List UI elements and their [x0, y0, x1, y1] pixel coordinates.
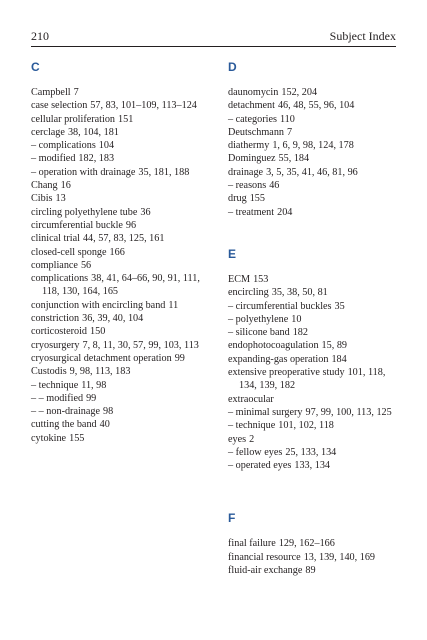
index-entry: [31, 232, 201, 245]
page-references: 155: [249, 193, 265, 205]
index-term: – operated eyes: [228, 460, 292, 472]
section-letter: E: [228, 246, 237, 261]
page-references: 36, 39, 40, 104: [82, 313, 144, 325]
page-references: 96: [125, 219, 137, 231]
index-entry: [228, 446, 400, 459]
index-entry: [228, 192, 400, 205]
index-entry: [228, 179, 400, 192]
page-references: 25, 133, 134: [285, 446, 337, 458]
index-term: circling polyethylene tube: [31, 206, 138, 218]
index-entry: [228, 206, 400, 219]
index-term: clinical trial: [31, 233, 80, 245]
index-term: cutting the band: [31, 419, 97, 431]
page-references: 7: [73, 87, 79, 98]
page-references: 204: [277, 206, 293, 218]
index-entry: [228, 366, 400, 393]
page-references: 153: [253, 273, 269, 285]
section-letter: D: [228, 60, 237, 74]
page-references: 97, 99, 100, 113, 125: [305, 406, 392, 418]
index-entry: [31, 126, 201, 139]
index-entry: [228, 139, 400, 152]
index-section: [31, 60, 201, 445]
index-entry: [228, 459, 400, 472]
index-entry: [31, 152, 201, 165]
index-entry: [31, 192, 201, 205]
index-entry: [31, 312, 201, 325]
index-term: diathermy: [228, 140, 270, 152]
index-entry: [31, 379, 201, 392]
index-entry: [31, 272, 201, 299]
index-entry: [228, 86, 400, 99]
index-term: cerclage: [31, 126, 65, 138]
page-references: 35: [334, 300, 345, 312]
index-entry: [31, 259, 201, 272]
index-term: – reasons: [228, 180, 267, 192]
index-term: cryosurgical detachment operation: [31, 352, 172, 364]
page-references: 1, 6, 9, 98, 124, 178: [272, 140, 354, 152]
page-references: 40: [99, 419, 110, 431]
section-gap: [228, 472, 400, 511]
index-term: eyes: [228, 433, 247, 445]
index-entry: [228, 564, 400, 577]
index-term: – minimal surgery: [228, 406, 303, 418]
page-references: 151: [118, 113, 134, 125]
index-entry: [31, 219, 201, 232]
index-term: Chang: [31, 180, 58, 192]
index-column-right: [228, 60, 400, 577]
index-entry: [31, 365, 201, 378]
page-references: 13, 139, 140, 169: [303, 551, 375, 563]
page-references: 11: [168, 299, 179, 311]
page-references: 3, 5, 35, 41, 46, 81, 96: [266, 166, 358, 178]
index-section: [228, 60, 400, 219]
index-entry: [228, 300, 400, 313]
page-references: 184: [331, 353, 347, 365]
index-entry: [228, 353, 400, 366]
index-term: Campbell: [31, 87, 71, 98]
index-entry: [31, 325, 201, 338]
index-entry: [228, 339, 400, 352]
index-term: – polyethylene: [228, 313, 289, 325]
page-references: 133, 134: [294, 460, 331, 472]
index-section: [228, 247, 400, 472]
index-term: circumferential buckle: [31, 219, 123, 231]
page-references: 166: [109, 246, 125, 258]
page-references: 15, 89: [321, 340, 348, 352]
section-gap: [228, 219, 400, 247]
index-entry: [228, 152, 400, 165]
index-term: endophotocoagulation: [228, 340, 319, 352]
index-term: – technique: [228, 420, 276, 432]
index-term: cryosurgery: [31, 339, 80, 351]
running-header: [31, 27, 396, 45]
index-term: drug: [228, 193, 247, 205]
index-entry: [31, 179, 201, 192]
index-entry: [31, 299, 201, 312]
page-references: 56: [80, 259, 92, 271]
index-term: conjunction with encircling band: [31, 299, 166, 311]
index-term: – – non-drainage: [31, 406, 101, 418]
index-entry: [228, 126, 400, 139]
page-references: 101, 118, 134, 139, 182: [239, 367, 386, 392]
page-references: 182: [292, 327, 308, 339]
index-term: compliance: [31, 259, 78, 271]
index-entry: [228, 433, 400, 446]
index-term: – operation with drainage: [31, 166, 136, 178]
index-term: Deutschmann: [228, 126, 285, 138]
running-title: Subject Index: [329, 29, 396, 43]
page-references: 10: [291, 313, 302, 325]
index-entry: [228, 551, 400, 564]
index-term: – circumferential buckles: [228, 300, 332, 312]
page-references: 152, 204: [281, 87, 318, 98]
index-term: Dominguez: [228, 153, 276, 165]
index-term: daunomycin: [228, 87, 279, 98]
index-entry: [31, 246, 201, 259]
index-term: – – modified: [31, 392, 84, 404]
page-references: 99: [86, 392, 97, 404]
index-entry: [228, 313, 400, 326]
index-entry: [31, 405, 201, 418]
index-entry: [31, 392, 201, 405]
page-references: 46: [269, 180, 280, 192]
index-term: case selection: [31, 100, 88, 112]
page-references: 13: [55, 193, 66, 205]
page-references: 101, 102, 118: [278, 420, 334, 432]
page-references: 38, 41, 64–66, 90, 91, 111, 118, 130, 164, 165: [42, 273, 200, 298]
index-entry: [31, 352, 201, 365]
index-term: – fellow eyes: [228, 446, 283, 458]
index-term: – treatment: [228, 206, 275, 218]
page-references: 104: [98, 140, 115, 152]
page-references: 35, 181, 188: [138, 166, 190, 178]
page-references: 9, 98, 113, 183: [69, 366, 131, 378]
index-term: expanding-gas operation: [228, 353, 329, 365]
page-references: 98: [103, 406, 114, 418]
index-entry: [31, 86, 201, 99]
page-references: 38, 104, 181: [67, 126, 119, 138]
index-term: closed-cell sponge: [31, 246, 107, 258]
index-term: – modified: [31, 153, 76, 165]
page-references: 89: [305, 565, 316, 577]
index-entry: [31, 339, 201, 352]
index-term: cytokine: [31, 432, 67, 444]
index-column-left: [31, 60, 201, 445]
index-entry: [31, 432, 201, 445]
index-term: cellular proliferation: [31, 113, 116, 125]
index-term: fluid-air exchange: [228, 565, 303, 577]
page-references: 16: [60, 180, 71, 192]
index-section: [228, 511, 400, 577]
index-entry: [31, 113, 201, 126]
index-term: – categories: [228, 113, 277, 125]
index-entry: [228, 393, 400, 406]
page-references: 7, 8, 11, 30, 57, 99, 103, 113: [82, 339, 199, 351]
index-entry: [228, 419, 400, 432]
index-term: extensive preoperative study: [228, 367, 345, 379]
index-term: extraocular: [228, 393, 274, 405]
page-references: 46, 48, 55, 96, 104: [277, 100, 355, 112]
index-term: – technique: [31, 379, 79, 391]
page-references: 2: [249, 433, 255, 445]
page-references: 11, 98: [81, 379, 107, 391]
index-entry: [31, 99, 201, 112]
section-letter: F: [228, 511, 236, 526]
index-entry: [31, 206, 201, 219]
index-entry: [31, 166, 201, 179]
page-references: 7: [287, 126, 293, 138]
index-entry: [228, 113, 400, 126]
index-entry: [228, 406, 400, 419]
index-entry: [31, 418, 201, 431]
page-references: 182, 183: [78, 153, 115, 165]
page-references: 55, 184: [278, 153, 310, 165]
page-references: 129, 162–166: [278, 538, 335, 550]
page-references: 155: [69, 432, 85, 444]
index-term: ECM: [228, 273, 251, 285]
index-term: financial resource: [228, 551, 301, 563]
page-references: 150: [90, 326, 106, 338]
page-references: 44, 57, 83, 125, 161: [82, 233, 165, 245]
index-entry: [31, 139, 201, 152]
index-term: – silicone band: [228, 327, 290, 339]
index-term: Cibis: [31, 193, 53, 205]
section-letter: C: [31, 60, 40, 74]
index-term: drainage: [228, 166, 264, 178]
page-references: 35, 38, 50, 81: [271, 287, 328, 299]
page-references: 36: [140, 206, 151, 218]
index-term: – complications: [31, 140, 96, 152]
page-number: 210: [31, 29, 49, 43]
index-entry: [228, 286, 400, 299]
index-term: final failure: [228, 538, 276, 550]
page-references: 99: [174, 352, 185, 364]
index-entry: [228, 537, 400, 550]
index-term: detachment: [228, 100, 275, 112]
page-references: 57, 83, 101–109, 113–124: [90, 100, 197, 112]
index-entry: [228, 273, 400, 286]
header-rule: [31, 46, 396, 47]
index-term: Custodis: [31, 366, 67, 378]
index-entry: [228, 99, 400, 112]
index-term: corticosteroid: [31, 326, 88, 338]
index-term: constriction: [31, 313, 80, 325]
index-term: complications: [31, 273, 89, 285]
index-entry: [228, 166, 400, 179]
index-entry: [228, 326, 400, 339]
index-term: encircling: [228, 287, 269, 299]
page-references: 110: [279, 113, 295, 125]
